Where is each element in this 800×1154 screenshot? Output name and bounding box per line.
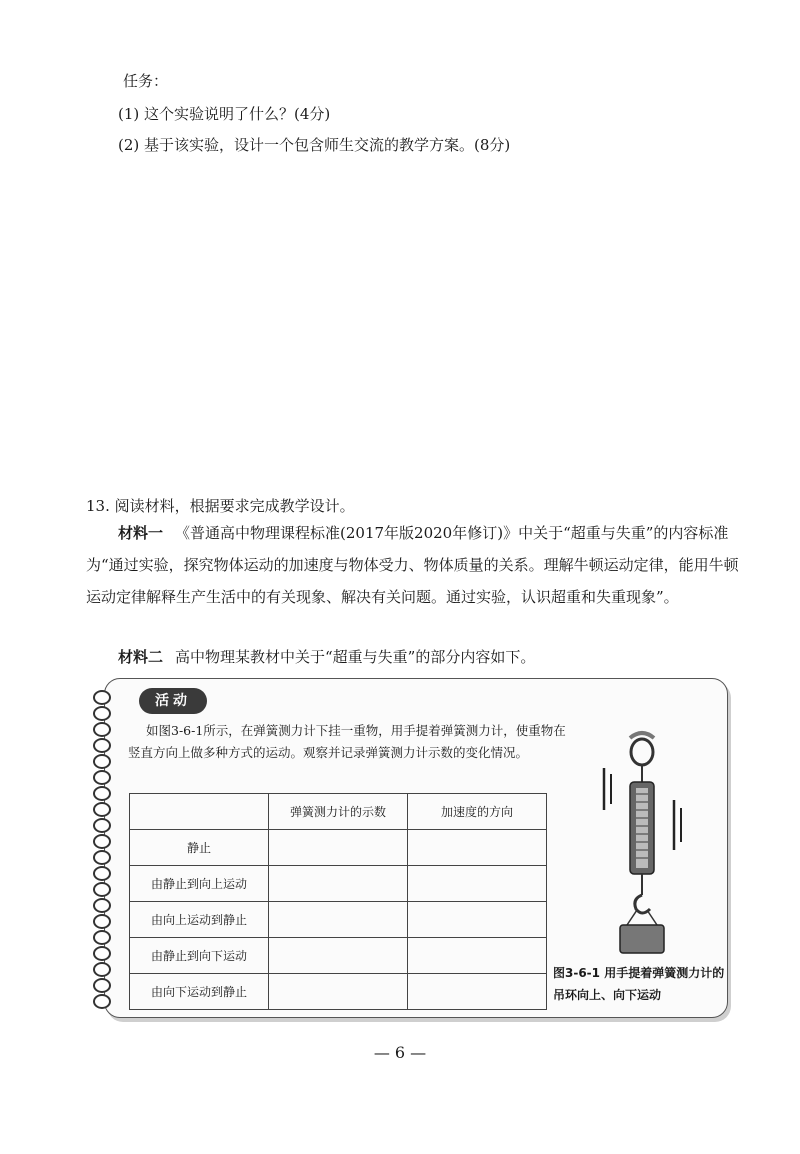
table-header: 弹簧测力计的示数 xyxy=(269,794,408,830)
observation-table xyxy=(129,793,547,1010)
table-row xyxy=(130,974,547,1010)
table-row xyxy=(130,830,547,866)
task-question-1: (1) 这个实验说明了什么？(4分) xyxy=(118,105,331,123)
material-1-text: 《普通高中物理课程标准(2017年版2020年修订)》中关于“超重与失重”的内容标准为“通过实验，探究物体运动的加速度与物体受力、物体质量的关系。理解牛顿运动定律，能用牛顿运动定律解释生产生活中的有关现象、解决有关问题。通过实验，认识超重和失重现象”。 xyxy=(86,524,739,606)
material-2-text: 高中物理某教材中关于“超重与失重”的部分内容如下。 xyxy=(175,648,536,666)
figure-caption: 图3-6-1 用手提着弹簧测力计的吊环向上、向下运动 xyxy=(553,966,725,1002)
material-1-label: 材料一 xyxy=(118,524,164,542)
table-row-label: 由静止到向下运动 xyxy=(130,938,269,974)
table-row-label: 由向上运动到静止 xyxy=(130,902,269,938)
page-number: — 6 — xyxy=(373,1043,427,1062)
table-header: 加速度的方向 xyxy=(408,794,547,830)
activity-description: 如图3-6-1所示，在弹簧测力计下挂一重物，用手提着弹簧测力计，使重物在竖直方向上做多种方式的运动。观察并记录弹簧测力计示数的变化情况。 xyxy=(128,723,566,760)
activity-badge: 活动 xyxy=(139,688,207,714)
table-header-row xyxy=(130,794,547,830)
task-heading: 任务： xyxy=(123,72,169,90)
binder-rings xyxy=(93,690,109,1010)
table-row xyxy=(130,938,547,974)
table-row-label: 由静止到向上运动 xyxy=(130,866,269,902)
material-2 xyxy=(86,641,746,673)
table-row-label: 由向下运动到静止 xyxy=(130,974,269,1010)
table-row xyxy=(130,866,547,902)
table-header xyxy=(130,794,269,830)
material-1 xyxy=(86,517,746,613)
question-13-title: 13. 阅读材料，根据要求完成教学设计。 xyxy=(86,497,355,515)
table-row xyxy=(130,902,547,938)
spring-scale-icon xyxy=(592,730,692,960)
task-question-2: (2) 基于该实验，设计一个包含师生交流的教学方案。(8分) xyxy=(118,136,511,154)
table-row-label: 静止 xyxy=(130,830,269,866)
material-2-label: 材料二 xyxy=(118,648,164,666)
